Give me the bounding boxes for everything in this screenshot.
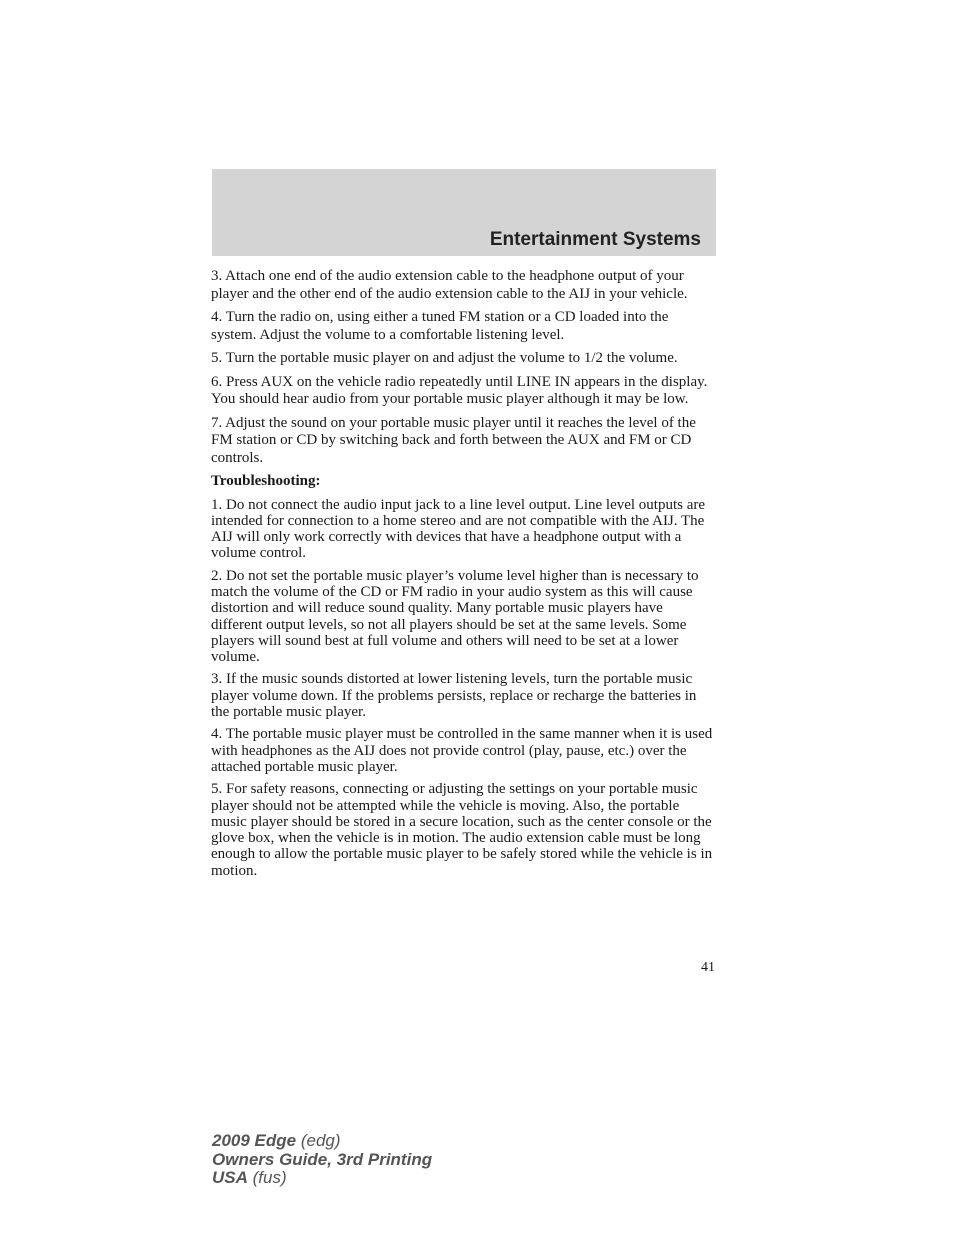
troubleshooting-item: 1. Do not connect the audio input jack to a line level output. Line level outputs are intended for connection to a home stereo and are not compatible with the AIJ. The AIJ will only work correctly with devices that have a headphone output with a volume control. — [211, 496, 706, 562]
troubleshooting-item: 3. If the music sounds distorted at lower listening levels, turn the portable music player volume down. If the problems persists, replace or recharge the batteries in the portable music player. — [211, 671, 697, 721]
troubleshooting-item: 4. The portable music player must be controlled in the same manner when it is used with headphones as the AIJ does not provide control (play, pause, etc.) over the attached portable music player. — [211, 726, 713, 775]
page-number: 41 — [701, 960, 715, 975]
section-header-band — [212, 169, 716, 256]
footer-line-model — [212, 1132, 432, 1151]
footer-guide: Owners Guide, 3rd Printing — [212, 1149, 433, 1169]
step-paragraph: 6. Press AUX on the vehicle radio repeatedly until LINE IN appears in the display. — [211, 373, 708, 390]
footer-model-code: (edg) — [300, 1131, 341, 1150]
footer-line-region — [212, 1169, 432, 1188]
footer-region-code: (fus) — [252, 1168, 287, 1187]
page-content — [211, 268, 717, 885]
step-paragraph: 5. Turn the portable music player on and adjust the volume to 1/2 the volume. — [211, 350, 678, 366]
step-note: You should hear audio from your portable music player although it may be low. — [211, 391, 689, 407]
step-paragraph: 3. Attach one end of the audio extension cable to the headphone output of your player and the other end of the audio extension cable to the AIJ in your vehicle. — [211, 268, 688, 302]
footer-model: 2009 Edge — [212, 1131, 297, 1150]
step-paragraph: 7. Adjust the sound on your portable music player until it reaches the level of the FM station or CD by switching back and forth between the AUX and FM or CD controls. — [211, 414, 696, 466]
footer-region: USA — [212, 1168, 248, 1187]
section-title: Entertainment Systems — [489, 229, 701, 250]
footer-imprint — [212, 1132, 432, 1188]
troubleshooting-item: 5. For safety reasons, connecting or adjusting the settings on your portable music player should not be attempted while the vehicle is moving. Also, the portable music player should be stored in a secure location, such as the center console or the glove box, when the vehicle is in motion. The audio extension cable must be long enough to allow the portable music player to be safely stored while the vehicle is in motion. — [211, 781, 713, 879]
troubleshooting-item: 2. Do not set the portable music player’s volume level higher than is necessary to match the volume of the CD or FM radio in your audio system as this will cause distortion and will reduce sound quality. Many portable music players have different output levels, so not all players should be set at the same levels. Some players will sound best at full volume and others will need to be set at a lower volume. — [211, 567, 699, 666]
step-paragraph: 4. Turn the radio on, using either a tuned FM station or a CD loaded into the system. Adjust the volume to a comfortable listening level. — [211, 309, 669, 343]
troubleshooting-heading: Troubleshooting: — [211, 473, 321, 489]
